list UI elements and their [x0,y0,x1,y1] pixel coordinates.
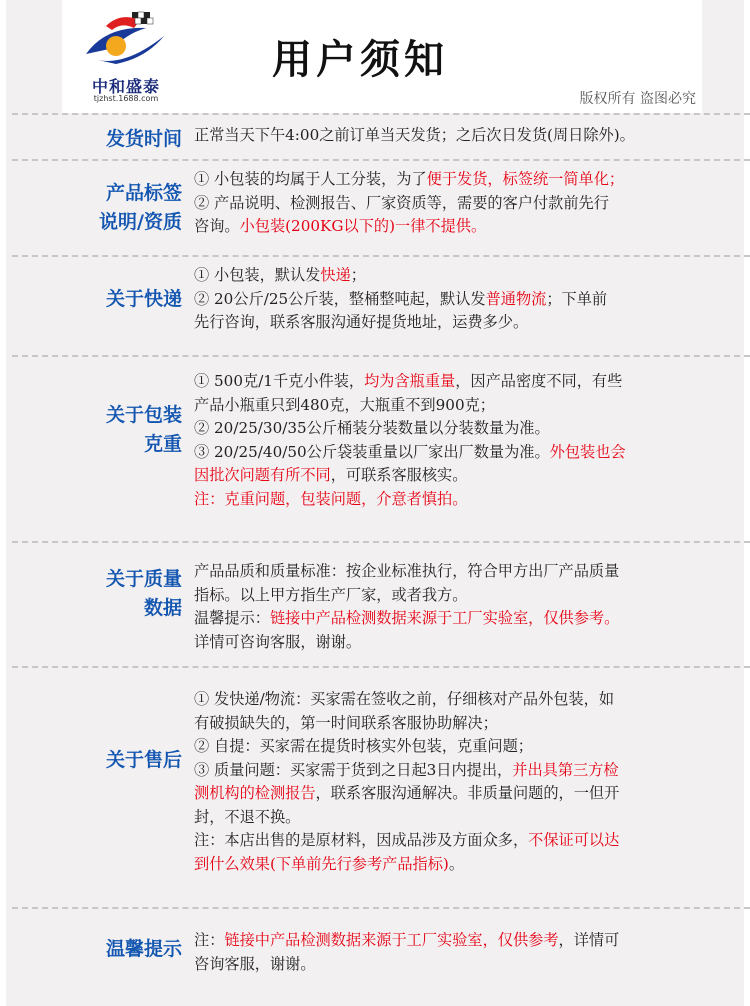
content-line [194,215,710,239]
body-text: ① 小包装的均属于人工分装，为了 [194,170,427,188]
highlight-text: 链接中产品检测数据来源于工厂实验室，仅供参考 [224,931,559,949]
highlight-text: 均为含瓶重量 [364,372,456,390]
content-line [194,607,710,631]
body-text: 产品小瓶重只到480克，大瓶重不到900克； [194,395,495,414]
content-line [194,264,710,288]
content-line [194,488,710,512]
body-text: ② 20公斤/25公斤装，整桶整吨起，默认发 [194,289,486,308]
highlight-text: 测机构的检测报告 [194,784,316,802]
section-content [194,560,710,654]
notice-section [12,666,750,907]
content-line [194,929,710,953]
section-label [62,401,182,459]
section-label [62,125,182,154]
notice-section [12,113,750,159]
body-text: ，联系客服沟通解决。非质量问题的，一但开 [315,784,620,802]
body-text: ； [350,266,366,284]
copyright-note: 版权所有 盗图必究 [579,91,696,107]
body-text: ① 发快递/物流：买家需在签收之前，仔细核对产品外包装，如 [194,690,615,708]
highlight-text: 不保证可以达 [528,831,620,849]
section-label [62,565,182,623]
content-line [194,311,710,335]
content-line [194,192,710,216]
section-label-line: 克重 [143,433,182,455]
section-label-line: 关于售后 [105,749,182,771]
highlight-text: 到什么效果(下单前先行参考产品指标) [194,854,449,873]
body-text: ，因产品密度不同，有些 [455,372,623,390]
logo [62,0,190,108]
body-text: 有破损缺失的，第一时间联系客服协助解决； [194,713,498,732]
section-label-line: 关于快递 [105,288,182,310]
highlight-text: 普通物流 [485,289,547,308]
body-text: 。 [448,854,465,873]
body-text: 注：本店出售的是原材料，因成品涉及方面众多， [194,831,529,849]
section-label [62,935,182,964]
body-text: ，详情可 [558,931,620,949]
section-label-line: 数据 [143,597,182,619]
section-content [194,688,710,876]
logo-emblem-icon [76,6,176,76]
content-line [194,953,710,977]
highlight-text: 快递 [320,266,351,284]
content-line [194,688,710,712]
body-text: 温馨提示： [194,609,270,627]
logo-name: 中和盛泰 [91,77,160,96]
section-content [194,929,710,976]
section-label-line: 关于质量 [105,568,182,590]
highlight-text: 小包装(200KG以下的)一律不提供。 [239,217,487,235]
content-line [194,560,710,584]
notice-section [12,355,750,541]
highlight-text: 外包装也会 [549,442,626,461]
section-label-line: 说明/资质 [99,211,182,233]
content-line [194,712,710,736]
content-line [194,584,710,608]
section-label-line: 温馨提示 [105,938,182,960]
notice-section [12,907,750,1006]
content-line [194,168,710,192]
highlight-text: 并出具第三方检 [512,760,619,779]
content-line [194,829,710,853]
section-label [62,179,182,237]
body-text: ② 产品说明、检测报告、厂家资质等，需要的客户付款前先行 [194,193,609,212]
section-label-line: 产品标签 [105,182,182,204]
body-text: ① 小包装，默认发 [194,266,321,284]
notice-section [12,159,750,255]
header [62,0,702,113]
content-line [194,631,710,655]
highlight-text: 便于发货，标签统一简单化； [426,170,625,188]
notice-section [12,255,750,355]
content-line [194,370,710,394]
body-text: ② 20/25/30/35公斤桶装分装数量以分装数量为准。 [194,419,550,437]
body-text: 封，不退不换。 [194,807,301,826]
content-line [194,464,710,488]
highlight-text: 注：克重问题，包装问题，介意者慎拍。 [194,489,468,508]
body-text: ① 500克/1千克小件装， [194,372,365,390]
content-line [194,806,710,830]
body-text: 详情可咨询客服，谢谢。 [194,632,362,651]
highlight-text: 链接中产品检测数据来源于工厂实验室，仅供参考。 [269,609,620,627]
content-line [194,441,710,465]
page-title: 用户须知 [272,36,448,83]
content-line [194,759,710,783]
content-line [194,853,710,877]
body-text: 产品品质和质量标准：按企业标准执行，符合甲方出厂产品质量 [194,562,620,580]
body-text: ，可联系客服核实。 [330,466,468,484]
body-text: 咨询客服，谢谢。 [194,954,316,973]
section-label [62,746,182,775]
section-content [194,264,710,335]
body-text: 咨询。 [194,217,240,235]
section-label-line: 关于包装 [105,404,182,426]
section-label-line: 发货时间 [105,128,182,150]
notice-section [12,541,750,666]
body-text: 注： [194,931,225,949]
content-line [194,124,710,148]
content-line [194,735,710,759]
body-text: 先行咨询，联系客服沟通好提货地址，运费多少。 [194,313,529,331]
logo-url: tjzhst.1688.com [93,94,159,103]
section-content [194,124,710,148]
body-text: ② 自提：买家需在提货时核实外包装，克重问题； [194,737,533,755]
content-line [194,782,710,806]
section-content [194,168,710,239]
section-label [62,285,182,314]
content-line [194,394,710,418]
content-line [194,288,710,312]
body-text: ③ 20/25/40/50公斤袋装重量以厂家出厂数量为准。 [194,442,550,461]
body-text: 正常当天下午4:00之前订单当天发货；之后次日发货(周日除外)。 [194,126,635,144]
body-text: ③ 质量问题：买家需于货到之日起3日内提出， [194,760,513,779]
body-text: 指标。以上甲方指生产厂家，或者我方。 [194,585,468,604]
highlight-text: 因批次问题有所不同 [194,466,331,484]
content-line [194,417,710,441]
section-content [194,370,710,511]
body-text: ；下单前 [546,289,608,308]
